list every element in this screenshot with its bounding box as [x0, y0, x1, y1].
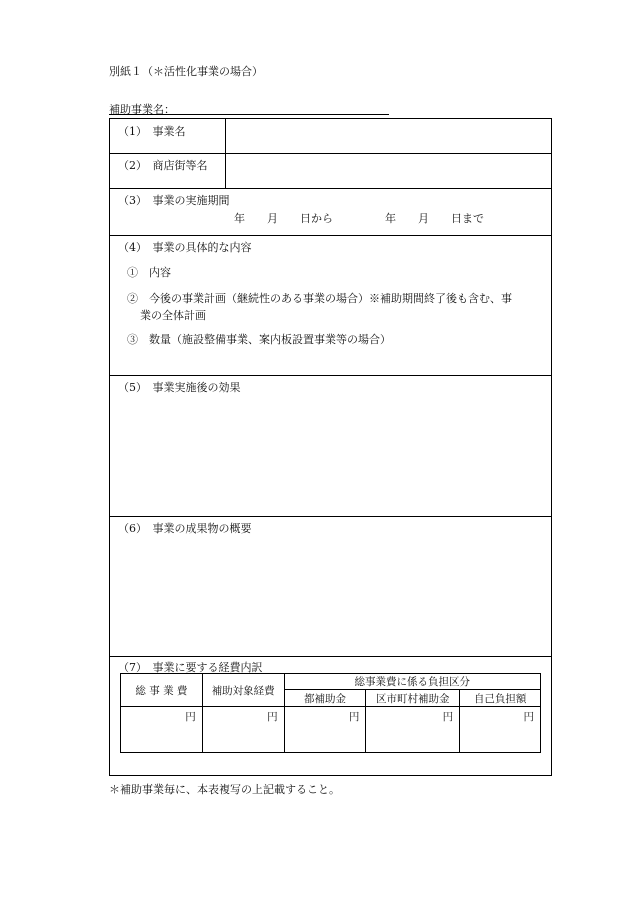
cost-cell-eligible[interactable]: 円 — [202, 707, 284, 753]
cost-header-self: 自己負担額 — [460, 690, 541, 707]
cost-cell-municipal[interactable]: 円 — [366, 707, 460, 753]
section-4-item-3: ③ 数量（施設整備事業、案内板設置事業等の場合） — [127, 333, 391, 346]
section-4-item-2-line-1: ② 今後の事業計画（継続性のある事業の場合）※補助期間終了後も含む、事 — [127, 292, 512, 305]
cost-header-burden-group: 総事業費に係る負担区分 — [284, 674, 540, 690]
cost-header-metro: 都補助金 — [284, 690, 366, 707]
section-2-label: （2） 商店街等名 — [118, 159, 208, 172]
cost-cell-total[interactable]: 円 — [121, 707, 203, 753]
row-divider-1 — [110, 153, 551, 154]
project-name-label: 補助事業名： — [109, 103, 175, 116]
section-5-label: （5） 事業実施後の効果 — [118, 381, 241, 394]
section-1-label: （1） 事業名 — [118, 125, 186, 138]
cost-cell-metro[interactable]: 円 — [284, 707, 366, 753]
row-divider-3 — [110, 235, 551, 236]
footnote: ＊補助事業毎に、本表複写の上記載すること。 — [109, 783, 340, 796]
row-divider-6 — [110, 656, 551, 657]
section-4-item-1: ① 内容 — [127, 266, 171, 279]
period-from: 年 月 日から — [234, 212, 333, 225]
cost-header-total: 総 事 業 費 — [121, 674, 203, 707]
section-6-label: （6） 事業の成果物の概要 — [118, 522, 252, 535]
section-4-item-2-line-2: 業の全体計画 — [140, 309, 206, 322]
section-4-label: （4） 事業の具体的な内容 — [118, 241, 252, 254]
section-7-label: （7） 事業に要する経費内訳 — [118, 661, 263, 674]
row-divider-2 — [110, 188, 551, 189]
row-divider-4 — [110, 375, 551, 376]
cost-cell-self[interactable]: 円 — [460, 707, 541, 753]
cost-header-eligible: 補助対象経費 — [202, 674, 284, 707]
period-to: 年 月 日まで — [385, 212, 484, 225]
section-3-label: （3） 事業の実施期間 — [118, 194, 230, 207]
cost-breakdown-table — [120, 673, 541, 753]
project-name-underline — [109, 114, 389, 115]
row-divider-5 — [110, 516, 551, 517]
attachment-label: 別紙１（＊活性化事業の場合） — [109, 65, 263, 78]
cost-header-municipal: 区市町村補助金 — [366, 690, 460, 707]
application-form-table — [109, 118, 552, 776]
